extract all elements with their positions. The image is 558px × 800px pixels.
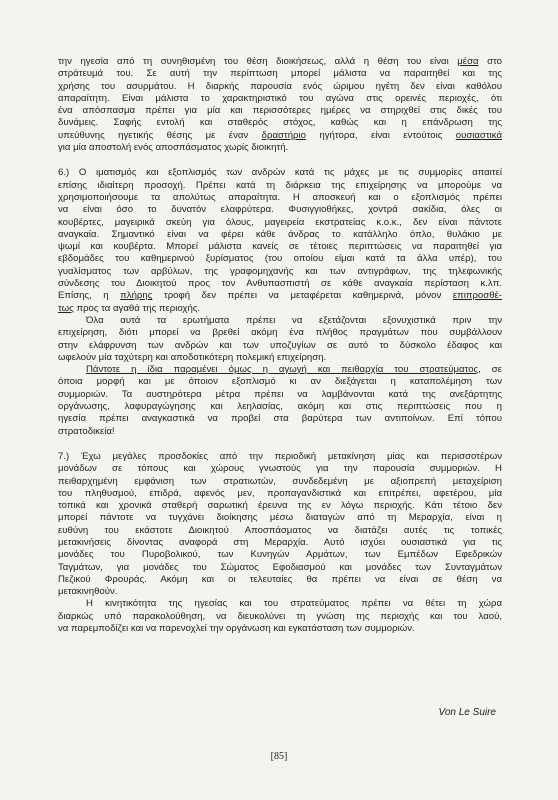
text-run: σύνδεσης του Διοικητού προς τον Ανθυπασπιστή σε κάθε αναγκαία περίσταση κ.λπ. (58, 278, 502, 290)
text-line (58, 278, 502, 290)
underlined-text: πλήρης (120, 290, 153, 302)
text-run: στο (478, 56, 502, 67)
text-line (58, 549, 502, 561)
text-line (58, 364, 502, 376)
text-line (58, 117, 502, 129)
text-line (58, 500, 502, 512)
text-line (58, 130, 502, 142)
text-line (58, 352, 502, 364)
text-run: στράτευμά του. Σε αυτή την περίπτωση μπορεί μάλιστα να παραιτηθεί και της (58, 68, 502, 80)
text-run: υπεύθυνης ηγετικής θέσης με έναν (58, 129, 262, 141)
text-line (58, 463, 502, 475)
text-run: να είναι όσο το δυνατόν ελαφρύτερα. Φυσιγγιοθήκες, χοντρά σακίδια, όλες οι (58, 204, 502, 216)
text-line (58, 611, 502, 623)
paragraph-6-equipment (58, 167, 502, 438)
underlined-text: τως (58, 302, 74, 314)
text-line (58, 81, 502, 93)
underlined-text: Πάντοτε η ίδια παραμένει όμως η αγωγή και πειθαρχία του στρατεύματος (86, 364, 479, 376)
paragraph-leadership (58, 56, 502, 154)
page-number: [85] (270, 751, 288, 762)
text-run: μπορεί πάντοτε να τυγχάνει διοίκησης μέσω διαταγών από τη Μεραρχία, είναι η (58, 512, 502, 524)
text-line (58, 142, 502, 154)
text-line (58, 476, 502, 488)
text-run: μετακινηθούν. (58, 586, 118, 598)
underlined-text: δραστήριο (261, 129, 306, 141)
text-line (58, 266, 502, 278)
text-line (58, 537, 502, 549)
text-run: Όλα αυτά τα ερωτήματα πρέπει να εξετάζονται εξονυχιστικά πριν την (86, 314, 502, 326)
text-run: όποια μορφή και με όποιον εξοπλισμό κι αν διεξάγεται η καταπολέμηση των (58, 376, 502, 388)
text-line (58, 327, 502, 339)
text-line (58, 401, 502, 413)
text-run: , σε (478, 364, 502, 376)
text-line (58, 167, 502, 179)
text-line (58, 598, 502, 610)
text-run: μονάδων σε τόπους και χώρους γνωστούς για την παρουσία συμμοριών. Η (58, 463, 502, 475)
text-run: διαρκώς υπό παρακολούθηση, να διευκολύνει τη γνώση της περιοχής και του λαού, (58, 610, 502, 622)
text-line (58, 105, 502, 117)
text-run: Η κινητικότητα της ηγεσίας και του στρατεύματος πρέπει να θέτει τη χώρα (86, 598, 502, 610)
text-line (58, 562, 502, 574)
text-run: μετακινήσεις δίνοντας αναφορά στη Μεραρχία. Αυτό ισχύει ουσιαστικά για τις (58, 536, 502, 548)
text-run: 7.) Έχω μεγάλες προσδοκίες από την περιοδική μετακίνηση μίας και περισσοτέρων (58, 450, 502, 462)
text-line (58, 586, 502, 598)
text-run: στρατοδικεία! (58, 425, 115, 437)
text-run: συμμοριών. Τα αυστηρότερα μέτρα πρέπει να λαμβάνονται κατά της ανεξάρτητης (58, 388, 502, 400)
text-line (58, 204, 502, 216)
text-run: 6.) Ο ιματισμός και εξοπλισμός των ανδρών κατά τις μάχες με τις συμμορίες απαιτεί (58, 167, 502, 179)
signature: Von Le Suire (438, 707, 496, 718)
text-run: μονάδες του Πυροβολικού, των Κυνηγών Αρμάτων, των Εμπέδων Εφεδρικών (58, 549, 502, 561)
text-run: Ταγμάτων, για μονάδες του Σώματος Εφοδιασμού και μονάδες των Συνταγμάτων (58, 561, 502, 573)
document-body (58, 56, 502, 648)
text-run: επίσης ιδιαίτερη προσοχή. Πρέπει κατά τη διάρκεια της επιχείρησης να μπορούμε να (58, 179, 502, 191)
text-run: ηγήτορα, είναι εντούτοις (305, 129, 456, 141)
text-line (58, 217, 502, 229)
text-run: γυαλίσματος των αρβύλων, της γραφομηχανής και των αντιγράφων, της τηλεφωνικής (58, 265, 502, 277)
text-line (58, 192, 502, 204)
text-line (58, 229, 502, 241)
text-line (58, 253, 502, 265)
text-line (58, 376, 502, 388)
text-line (58, 315, 502, 327)
text-run: Επίσης, η (58, 290, 121, 302)
text-line (58, 623, 502, 635)
text-line (58, 574, 502, 586)
text-run: επιχείρηση, διότι μπορεί να βρεθεί ακόμη ένα πλήθος πραγμάτων που συμβάλλουν (58, 327, 502, 339)
text-line (58, 68, 502, 80)
paragraph-7-mobility (58, 451, 502, 635)
text-line (58, 426, 502, 438)
text-run: για μία αποστολή ενός αποσπάσματος χωρίς διοικητή. (58, 142, 289, 154)
text-run: του πληθυσμού, επιδρά, αφενός μεν, προπαγανδιστικά και επιτρέπει, αφετέρου, μία (58, 487, 502, 499)
text-run: ένα απόσπασμα πρέπει για μία και περισσότερες ημέρες να στηριχθεί στις δικές του (58, 105, 502, 117)
text-run: προς τα αγαθά της περιοχής. (73, 302, 201, 314)
text-run: αναγκαία. Σημαντικό είναι να φέρει κάθε άνδρας το κατάλληλο όπλο, θυλάκιο με (58, 228, 502, 240)
text-line (58, 93, 502, 105)
text-run: ψωμί και κουβέρτα. Μπορεί μάλιστα κανείς σε τέτοιες περιπτώσεις να παραιτηθεί για (58, 241, 502, 253)
text-run: κουβέρτες, μαγειρικά σκεύη για όλους, μαγειρεία εκστρατείας κ.ο.κ., δεν είναι πάντοτε (58, 216, 502, 228)
text-run: ωφελούν μία ταχύτερη και αποδοτικότερη πολεμική επιχείρηση. (58, 351, 327, 363)
text-line (58, 525, 502, 537)
text-run: να παρεμποδίζει και να παρενοχλεί την οργάνωση και εγκατάσταση των συμμοριών. (58, 623, 415, 635)
text-line (58, 451, 502, 463)
text-line (58, 290, 502, 302)
text-run: πειθαρχημένη εμφάνιση των στρατιωτών, συνδεδεμένη με αξιοπρεπή μεταχείριση (58, 475, 502, 487)
text-run: την ηγεσία από τη συνηθισμένη του θέση διοικήσεως, αλλά η θέση του είναι (58, 56, 458, 67)
underlined-text: επιπροσθέ- (452, 290, 502, 302)
text-run: δυνάμεις. Σαφής εντολή και σταθερός στόχος, καθώς και η επάνδρωση της (58, 117, 502, 129)
text-line (58, 512, 502, 524)
text-line (58, 56, 502, 68)
text-run: ηγεσία πρέπει αναγκαστικά να προβεί στα βαρύτερα των αντιποίνων. Επί τόπου (58, 413, 502, 425)
text-run: ευθύνη του εκάστοτε Διοικητού Αποσπάσματος να διατάζει αυτές τις τοπικές (58, 524, 502, 536)
text-line (58, 241, 502, 253)
underlined-text: μέσα (457, 56, 479, 67)
text-line (58, 340, 502, 352)
text-run: στην ελάφρυνση των ανδρών και των υποζυγίων σε αυτό το δύσκολο έδαφος και (58, 339, 502, 351)
text-line (58, 303, 502, 315)
text-run: εβδομάδες του καθημερινού ξυρίσματος (του οποίου είμαι κατά τα άλλα υπέρ), του (58, 253, 502, 265)
underlined-text: ουσιαστικά (455, 129, 502, 141)
text-run: απαραίτητη. Είναι μάλιστα το χαρακτηριστικό του αγώνα στις ορεινές περιοχές, ότι (58, 92, 502, 104)
text-run: χρησιμοποιήσουμε τα απολύτως απαραίτητα. Η αποσκευή και ο εξοπλισμός πρέπει (58, 191, 502, 203)
text-line (58, 488, 502, 500)
text-line (58, 180, 502, 192)
text-line (58, 389, 502, 401)
text-run: χρήσης του ασυρμάτου. Η διαρκής παρουσία ενός ώριμου ηγέτη δεν είναι καθόλου (58, 80, 502, 92)
text-run: τροφή δεν πρέπει να μεταφέρεται καθημερινά, μόνον (152, 290, 453, 302)
text-run: Πεζικού Φρουράς. Ακόμη και οι τελευταίες θα πρέπει να είναι σε θέση να (58, 573, 502, 585)
text-line (58, 413, 502, 425)
text-run: τοπικά και χρονικά σταθερή σαρωτική έρευνα της εν λόγω περιοχής. Κάτι τέτοιο δεν (58, 500, 502, 512)
text-run: οργάνωσης, λαφυραγώγησης και λεηλασίας, ακόμη και στις περιπτώσεις που η (58, 401, 502, 413)
